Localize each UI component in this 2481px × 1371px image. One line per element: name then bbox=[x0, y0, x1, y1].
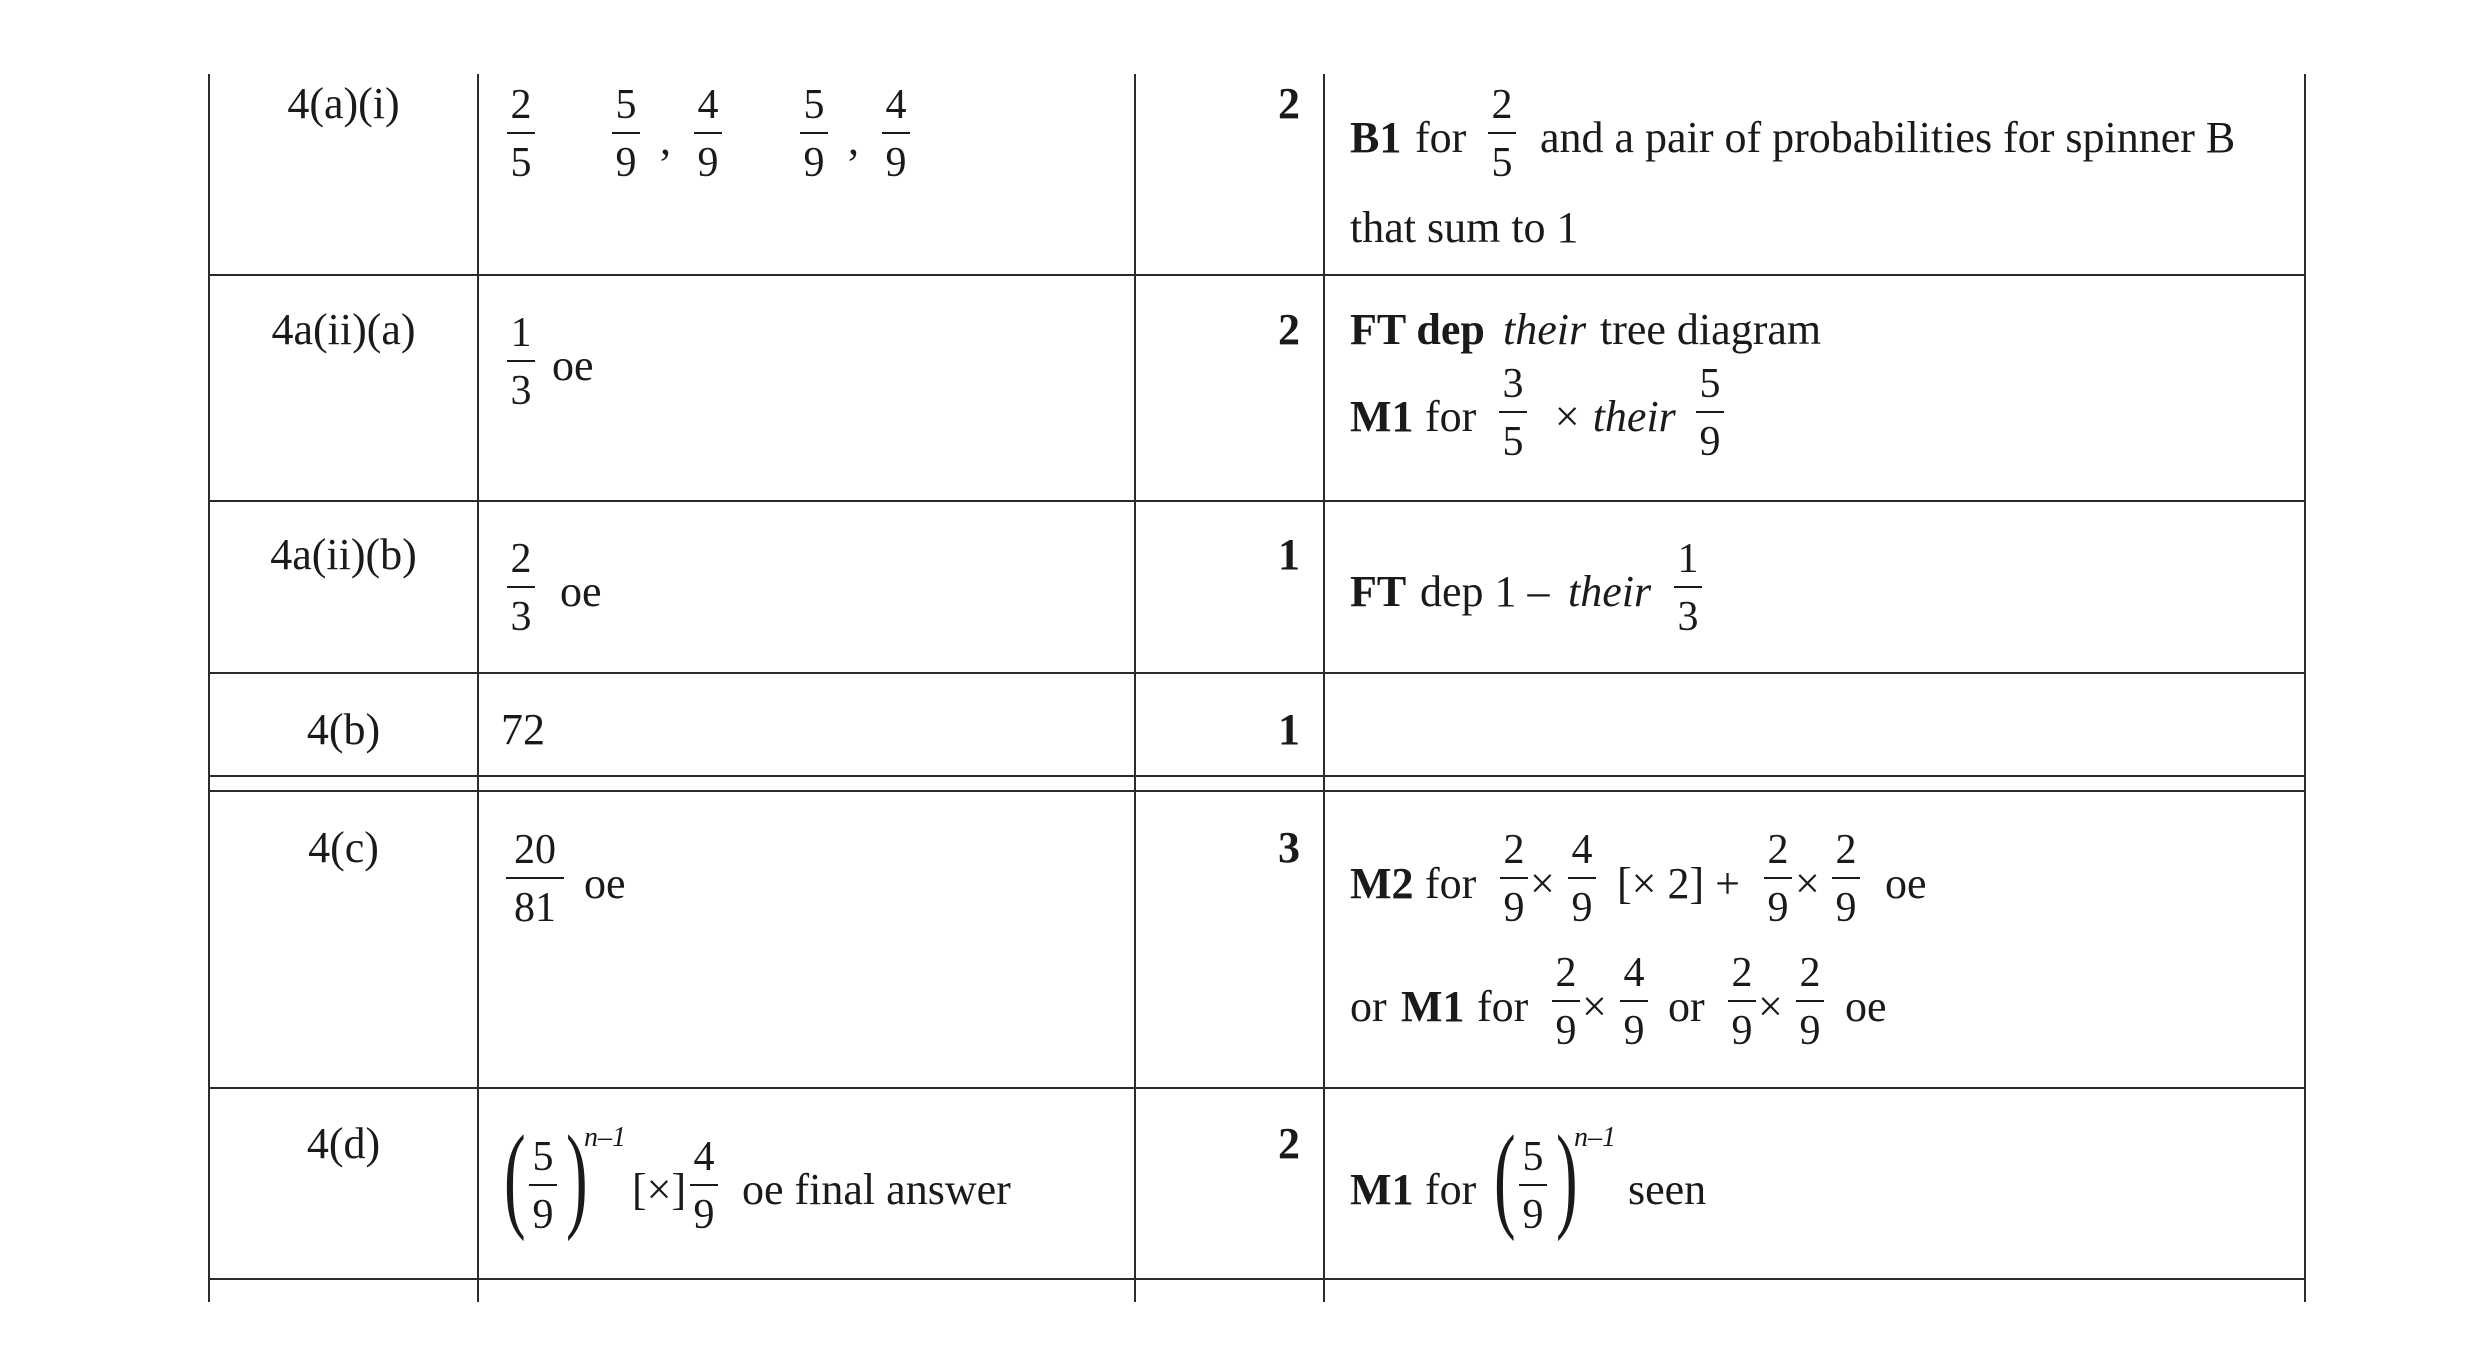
question-number: 4(b) bbox=[306, 705, 381, 754]
fraction: 2 9 bbox=[1494, 829, 1534, 929]
fraction: 20 81 bbox=[504, 829, 566, 929]
fraction: 2 3 bbox=[501, 538, 541, 638]
mark-code: B1 bbox=[1350, 113, 1402, 162]
answer-suffix: oe bbox=[552, 341, 594, 390]
marks: 1 bbox=[1278, 530, 1300, 579]
note-text: or bbox=[1668, 982, 1705, 1031]
marks: 2 bbox=[1278, 305, 1300, 354]
fraction: 2 5 bbox=[1482, 84, 1522, 184]
fraction: 3 5 bbox=[1493, 363, 1533, 463]
times-sign: [×] bbox=[632, 1165, 687, 1214]
mark-code: M1 bbox=[1350, 1165, 1414, 1214]
question-number: 4(d) bbox=[306, 1119, 381, 1168]
note-text: for bbox=[1425, 1165, 1477, 1214]
note-text: seen bbox=[1628, 1165, 1707, 1214]
answer-suffix: oe bbox=[584, 859, 626, 908]
answer-suffix: oe final answer bbox=[742, 1165, 1011, 1214]
note-text: that sum to 1 bbox=[1350, 203, 1579, 252]
marks: 2 bbox=[1278, 79, 1300, 128]
table-border-left bbox=[208, 74, 210, 1302]
note-text: or bbox=[1350, 982, 1387, 1031]
marks: 3 bbox=[1278, 823, 1300, 872]
exponent: n–1 bbox=[584, 1122, 626, 1153]
fraction: 2 5 bbox=[501, 84, 541, 184]
question-number: 4(a)(i) bbox=[287, 79, 400, 128]
mark-code: M1 bbox=[1350, 392, 1414, 441]
note-text: for bbox=[1425, 392, 1477, 441]
fraction: 2 9 bbox=[1546, 952, 1586, 1052]
mark-code: FT bbox=[1350, 567, 1407, 616]
note-text: for bbox=[1425, 859, 1477, 908]
note-text: oe bbox=[1845, 982, 1887, 1031]
marks: 2 bbox=[1278, 1119, 1300, 1168]
note-text: [× 2] + bbox=[1617, 859, 1740, 908]
fraction: 4 9 bbox=[1614, 952, 1654, 1052]
column-divider-marks bbox=[1134, 74, 1136, 1302]
separator: , bbox=[848, 115, 859, 164]
right-parenthesis: ) bbox=[566, 1111, 588, 1242]
column-divider-answer bbox=[477, 74, 479, 1302]
times-sign: × bbox=[1582, 982, 1607, 1031]
row-divider-double-top bbox=[208, 775, 2305, 777]
fraction: 2 9 bbox=[1826, 829, 1866, 929]
mark-code: M1 bbox=[1401, 982, 1465, 1031]
fraction: 2 9 bbox=[1790, 952, 1830, 1052]
row-divider bbox=[208, 672, 2305, 674]
question-number: 4a(ii)(b) bbox=[270, 530, 417, 579]
left-parenthesis: ( bbox=[1494, 1111, 1516, 1242]
row-divider bbox=[208, 1278, 2305, 1280]
fraction: 4 9 bbox=[688, 84, 728, 184]
table-border-right bbox=[2304, 74, 2306, 1302]
fraction: 1 3 bbox=[501, 312, 541, 412]
fraction: 1 3 bbox=[1668, 538, 1708, 638]
answer-suffix: oe bbox=[560, 567, 602, 616]
question-number: 4a(ii)(a) bbox=[271, 305, 416, 354]
times-sign: × bbox=[1758, 982, 1783, 1031]
fraction: 2 9 bbox=[1758, 829, 1798, 929]
separator: , bbox=[660, 115, 671, 164]
times-sign: × bbox=[1795, 859, 1820, 908]
note-text: dep 1 – bbox=[1420, 567, 1550, 616]
mark-code: FT dep bbox=[1350, 305, 1485, 354]
fraction: 5 9 bbox=[1513, 1136, 1553, 1236]
note-text: for bbox=[1415, 113, 1467, 162]
fraction: 5 9 bbox=[523, 1136, 563, 1236]
column-divider-notes bbox=[1323, 74, 1325, 1302]
answer-value: 72 bbox=[501, 705, 545, 754]
fraction: 5 9 bbox=[1690, 363, 1730, 463]
fraction: 5 9 bbox=[794, 84, 834, 184]
fraction: 4 9 bbox=[876, 84, 916, 184]
marks: 1 bbox=[1278, 705, 1300, 754]
row-divider bbox=[208, 274, 2305, 276]
row-divider-double-bottom bbox=[208, 790, 2305, 792]
times-sign: × bbox=[1530, 859, 1555, 908]
exponent: n–1 bbox=[1574, 1122, 1616, 1153]
note-text: for bbox=[1477, 982, 1529, 1031]
right-parenthesis: ) bbox=[1556, 1111, 1578, 1242]
note-text: their bbox=[1503, 305, 1587, 354]
fraction: 5 9 bbox=[606, 84, 646, 184]
note-text: oe bbox=[1885, 859, 1927, 908]
fraction: 4 9 bbox=[1562, 829, 1602, 929]
mark-code: M2 bbox=[1350, 859, 1414, 908]
left-parenthesis: ( bbox=[504, 1111, 526, 1242]
fraction: 4 9 bbox=[684, 1136, 724, 1236]
note-text: their bbox=[1568, 567, 1652, 616]
row-divider bbox=[208, 1087, 2305, 1089]
fraction: 2 9 bbox=[1722, 952, 1762, 1052]
question-number: 4(c) bbox=[308, 823, 379, 872]
note-text: and a pair of probabilities for spinner B bbox=[1540, 113, 2236, 162]
note-text: × their bbox=[1552, 392, 1676, 441]
note-text: tree diagram bbox=[1600, 305, 1822, 354]
row-divider bbox=[208, 500, 2305, 502]
